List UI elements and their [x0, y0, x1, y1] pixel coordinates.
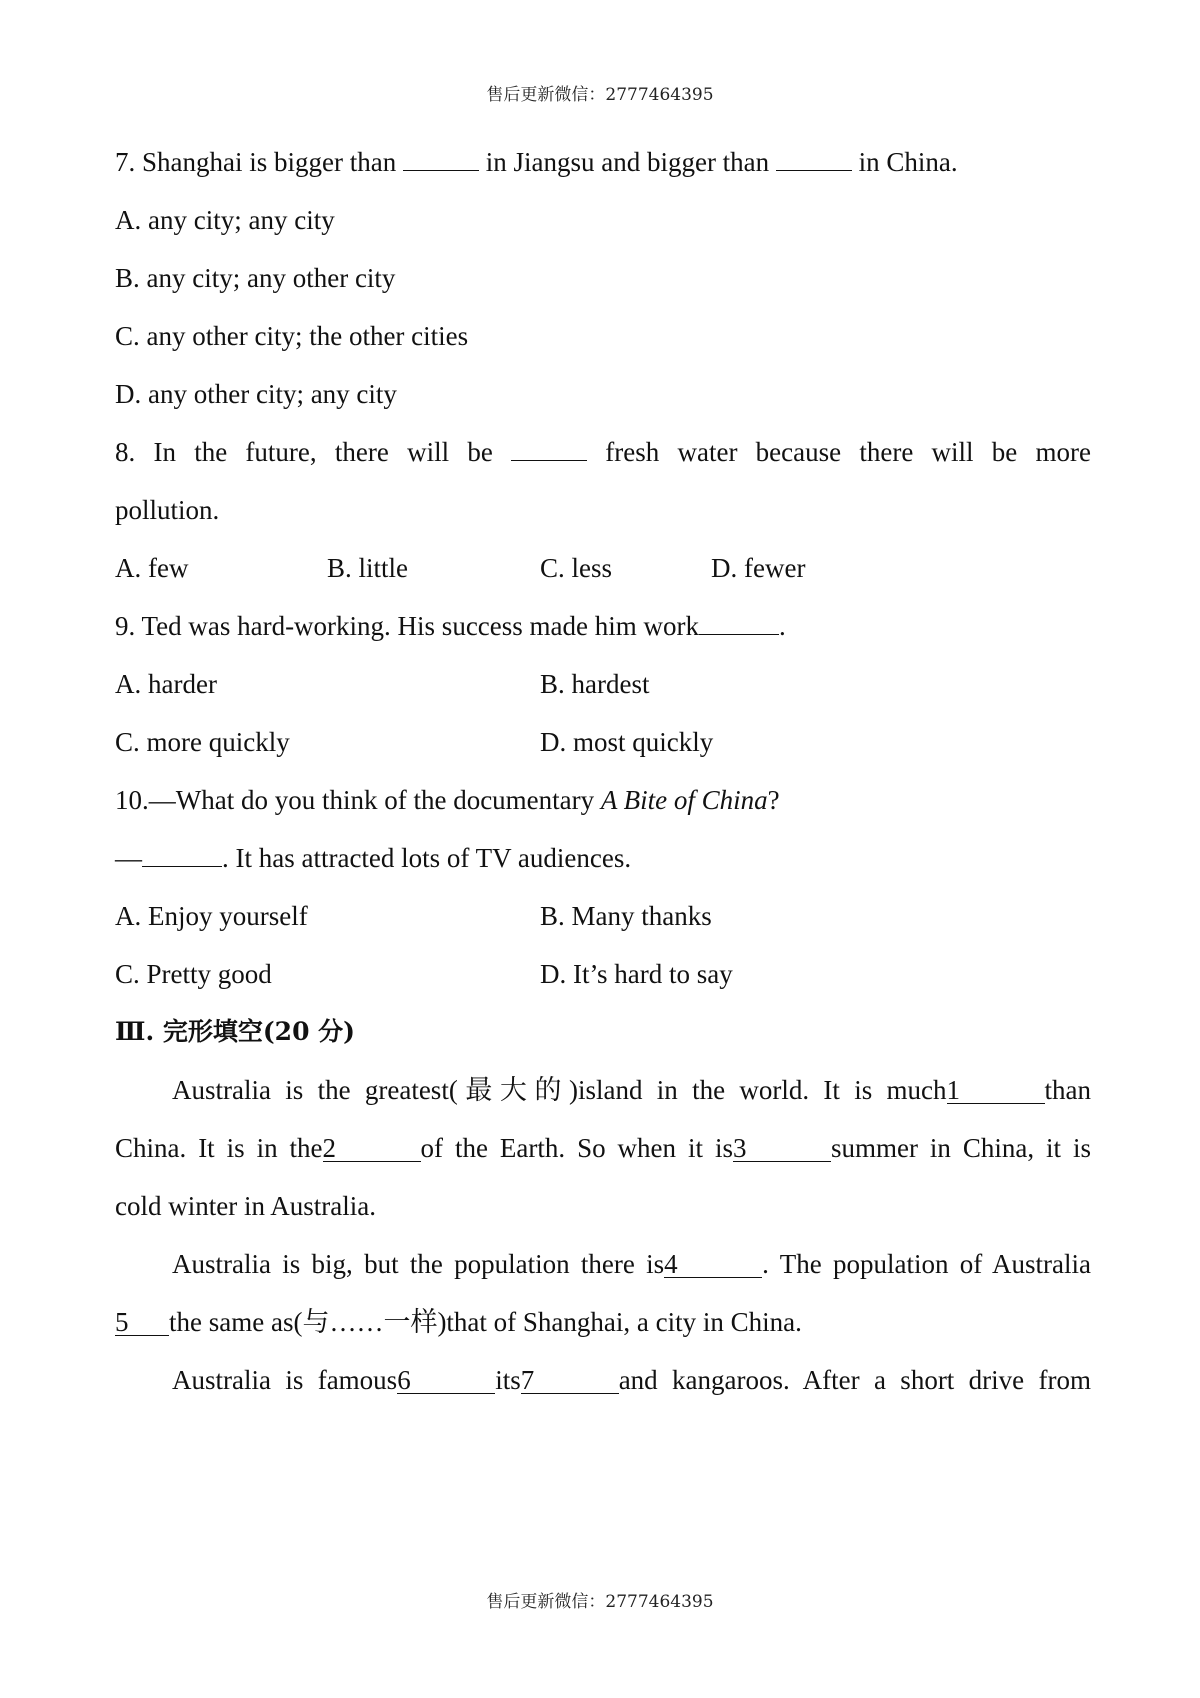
p3-text-b: its — [495, 1365, 521, 1395]
page-header: 售后更新微信：2777464395 — [486, 85, 714, 105]
passage-p1-line1 — [172, 1073, 1091, 1107]
p1-text-a: Australia is the greatest(最大的)island in the world. It is much — [172, 1075, 947, 1105]
q7-option-b: B. any city; any other city — [115, 263, 396, 293]
q7-text-c: in China. — [851, 147, 958, 177]
blank-4: 4 — [664, 1251, 762, 1278]
p1-text-e: summer in China, it is — [830, 1133, 1091, 1163]
q10-text-a: 10.—What do you think of the documentary — [115, 785, 601, 815]
q9-option-d: D. most quickly — [540, 727, 714, 757]
q7-option-d: D. any other city; any city — [115, 379, 397, 409]
q8-blank — [511, 460, 587, 461]
passage-p2-line1 — [172, 1247, 1091, 1281]
blank-6: 6 — [397, 1367, 495, 1394]
q10-blank — [142, 866, 222, 867]
p1-text-b: than — [1044, 1075, 1091, 1105]
q7-text-a: 7. Shanghai is bigger than — [115, 147, 403, 177]
passage-p1-line2 — [115, 1131, 1091, 1165]
passage-p2-line2 — [115, 1305, 802, 1339]
p2-text-c: the same as(与……一样)that of Shanghai, a city in China. — [169, 1307, 802, 1337]
q7-option-a: A. any city; any city — [115, 205, 335, 235]
p1-text-c: China. It is in the — [115, 1133, 323, 1163]
p2-text-a: Australia is big, but the population there is — [172, 1249, 665, 1279]
passage-p1-line3: cold winter in Australia. — [115, 1191, 376, 1221]
p2-text-b: . The population of Australia — [762, 1249, 1091, 1279]
q9-text-b: . — [779, 611, 786, 641]
q8-option-d: D. fewer — [711, 553, 806, 583]
q8-text-a: 8. In the future, there will be — [115, 437, 512, 467]
q9-option-b: B. hardest — [540, 669, 650, 699]
q9-option-a: A. harder — [115, 669, 217, 699]
p1-text-d: of the Earth. So when it is — [420, 1133, 733, 1163]
blank-1: 1 — [947, 1077, 1045, 1104]
question-9-stem — [115, 609, 786, 643]
q9-option-c: C. more quickly — [115, 727, 290, 757]
q8-option-b: B. little — [327, 553, 408, 583]
q8-option-a: A. few — [115, 553, 189, 583]
q8-text-b: fresh water because there will be more — [587, 437, 1091, 467]
q7-blank-2 — [776, 170, 852, 171]
q10-reply-text: . It has attracted lots of TV audiences. — [222, 843, 632, 873]
question-10-reply — [115, 841, 631, 875]
q10-title-italic: A Bite of China — [600, 785, 768, 815]
blank-5: 5 — [115, 1309, 169, 1336]
blank-2: 2 — [323, 1135, 421, 1162]
q7-option-c: C. any other city; the other cities — [115, 321, 469, 351]
q9-text-a: 9. Ted was hard-working. His success made him work — [115, 611, 699, 641]
question-7-stem — [115, 145, 958, 179]
section-3-title: Ⅲ. 完形填空(20 分) — [115, 1017, 356, 1046]
question-8-stem-cont: pollution. — [115, 495, 220, 525]
question-8-stem — [115, 435, 1091, 469]
q8-option-c: C. less — [540, 553, 613, 583]
q7-blank-1 — [403, 170, 479, 171]
q10-option-b: B. Many thanks — [540, 901, 712, 931]
q7-text-b: in Jiangsu and bigger than — [478, 147, 776, 177]
q10-option-d: D. It’s hard to say — [540, 959, 733, 989]
q10-option-a: A. Enjoy yourself — [115, 901, 308, 931]
p3-text-a: Australia is famous — [172, 1365, 398, 1395]
page-footer: 售后更新微信：2777464395 — [486, 1592, 714, 1612]
q9-blank — [699, 634, 779, 635]
blank-3: 3 — [733, 1135, 831, 1162]
q10-option-c: C. Pretty good — [115, 959, 272, 989]
q10-dash: — — [115, 843, 142, 873]
passage-p3-line1 — [172, 1363, 1091, 1397]
p3-text-c: and kangaroos. After a short drive from — [618, 1365, 1091, 1395]
blank-7: 7 — [521, 1367, 619, 1394]
question-10-stem — [115, 783, 780, 817]
q10-text-b: ? — [767, 785, 780, 815]
